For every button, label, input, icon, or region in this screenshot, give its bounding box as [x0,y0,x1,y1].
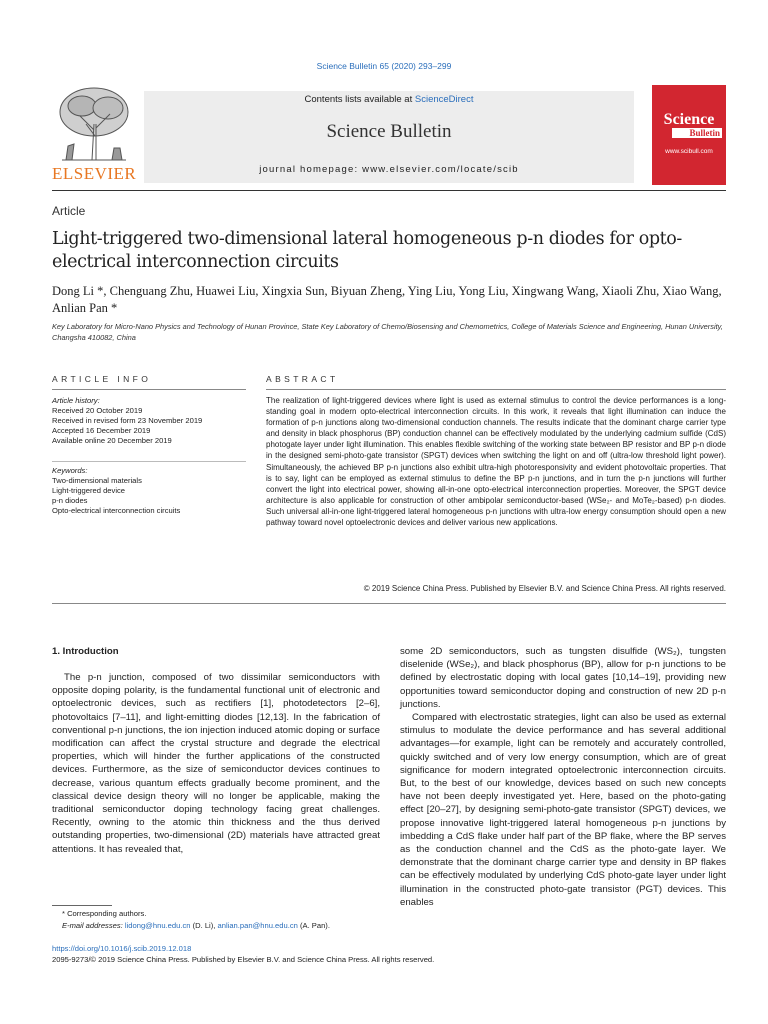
keyword-item: Opto-electrical interconnection circuits [52,506,181,515]
article-type: Article [52,204,86,218]
keywords-label: Keywords: [52,466,88,475]
body-column-left: The p-n junction, composed of two dissimilar semiconductors with opposite doping polarity, is the fundamental functional unit of electronic and optoelectronic devices, such as rectifiers [1], photodetectors [2–6], photovoltaics [7–11], and light-emitting diodes [12,13]. In the fabrication of conventional p-n junctions, the ion injection induced atomic doping or surface modification can affect the crystal structure and degrade the electrical properties, which will hinder the further applications of the constructed devices. Furthermore, as the size of semiconductor devices continues to decrease, various quantum effects gradually become prominent, and the classical device design theory will no longer be applicable, making the traditional semiconductor doping technology facing great challenges. Recently, owning to the atomic thin thickness and the thus derived outstanding properties, two-dimensional (2D) materials have attracted great attentions. It has revealed that, [52,672,380,855]
footnote [52,908,392,932]
abstract-bottom-divider [52,603,726,604]
section-heading-introduction: 1. Introduction [52,646,119,657]
article-info-divider [52,389,246,390]
author-list[interactable]: Dong Li *, Chenguang Zhu, Huawei Liu, Xingxia Sun, Biyuan Zheng, Ying Liu, Yong Liu, Xingwang Wang, Xiaoli Zhu, Xiao Wang, Anlian Pan * [52,284,722,315]
cover-title: Science [663,111,715,128]
abstract-text: The realization of light-triggered devices where light is used as external stimulus to control the device performances is a long-standing goal in modern opto-electrical interconnection circuits. In this work, it reveals that light illumination can induce the formation of p-n junctions along two-dimensional conduction channels. The results indicate that the dominant charge carrier type and density in black phosphorus (BP) conduction channel can be effectively modulated by the underlying cadmium sulfide (CdS) photogate layer under light illumination. This enables flexible switching of the working state between BP resistor and BP p-n diode in the designed semi-photo-gate transistor (SPGT) devices when switching the light on and off (ultra-low threshold light power). Simultaneously, the achieved BP p-n junctions also exhibit ultra-high photoresponsivity and evident photovoltaic properties. That is to say, light can be employed as external stimulus to define the BP p-n junctions, and in turn the p-n junctions will further convert the light into electrical power, showing all-in-one opto-electrical interconnection properties. Moreover, the SPGT device architecture is also applicable for construction of other ambipolar semiconductor-based (WSe₂- and MoTe₂-based) p-n diodes. Such universal all-in-one light-triggered lateral homogeneous p-n junctions with ultra-low energy consumption should open a new pathway toward novel optoelectronic devices and deliver various new applications. [266,396,726,528]
paragraph: Compared with electrostatic strategies, light can also be used as external stimulus to modulate the device performance and has several additional advantages—for example, light can be remotely and accurately controlled, quickly switched and of very low energy consumption, which are of great significance for modern integrated optoelectronic interconnection circuits. But, to the best of our knowledge, devices based on such new concepts have not been deeply investigated yet. Here, based on the photo-gating effect [20–27], by designing semi-photo-gate transistor (SPGT) devices, we propose innovative light-triggered lateral homogeneous p-n junctions by imbedding a CdS flake under half part of the BP flake, where the BP serves as the conduction channel and the CdS as the photo-gate layer. We demonstrate that the dominant charge carrier type and density in BP flakes can be effectively modulated by underlying CdS photo-gate layer under light illumination in the constructed photo-gate transistor (PGT) devices. This enables [400,712,726,908]
abstract-heading: ABSTRACT [266,374,339,384]
elsevier-logo[interactable] [52,84,136,188]
history-item: Available online 20 December 2019 [52,436,172,445]
affiliation: Key Laboratory for Micro-Nano Physics and Technology of Hunan Province, State Key Laboratory of Chemo/Biosensing and Chemometrics, College of Materials Science and Engineering, Hunan University, Changsha 410082, China [52,322,723,342]
contents-line [144,94,634,105]
article-info-heading: ARTICLE INFO [52,374,152,384]
email-link[interactable]: anlian.pan@hnu.edu.cn [217,921,298,930]
journal-name: Science Bulletin [326,121,452,142]
email-link[interactable]: lidong@hnu.edu.cn [124,921,191,930]
issn-line: 2095-9273/© 2019 Science China Press. Published by Elsevier B.V. and Science China Press. All rights reserved. [52,955,435,964]
email-label: E-mail addresses: [62,921,123,930]
keyword-item: p-n diodes [52,496,88,505]
article-title: Light-triggered two-dimensional lateral homogeneous p-n diodes for opto-electrical interconnection circuits [52,229,682,272]
elsevier-tree-icon [52,84,136,164]
keyword-item: Two-dimensional materials [52,476,142,485]
history-item: Received 20 October 2019 [52,406,143,415]
abstract-copyright: © 2019 Science China Press. Published by Elsevier B.V. and Science China Press. All rights reserved. [363,584,726,593]
header-divider [52,190,726,191]
doi-block [52,943,434,965]
corresponding-note: * Corresponding authors. [62,909,147,918]
paragraph: some 2D semiconductors, such as tungsten disulfide (WS₂), tungsten diselenide (WSe₂), and black phosphorus (BP), allow for p-n junctions to be defined by electrostatic doping with local gates [10,14–19], providing new opportunities toward semiconductor doping and construction of new 2D p-n junctions. [400,646,726,710]
keywords [52,466,246,516]
history-item: Received in revised form 23 November 2019 [52,416,203,425]
journal-masthead [144,91,634,183]
email-owner: (A. Pan). [299,921,330,930]
email-owner: (D. Li), [192,921,216,930]
article-history [52,396,246,446]
abstract-divider [266,389,726,390]
contents-prefix: Contents lists available at [304,94,415,105]
journal-citation[interactable]: Science Bulletin 65 (2020) 293–299 [316,61,452,71]
keyword-item: Light-triggered device [52,486,126,495]
publisher-name: ELSEVIER [52,164,137,183]
cover-subtitle: Bulletin [672,128,722,138]
body-column-right [400,645,726,909]
footnote-divider [52,905,112,906]
sciencedirect-link[interactable]: ScienceDirect [414,94,474,105]
history-label: Article history: [52,396,100,405]
journal-homepage[interactable]: journal homepage: www.elsevier.com/locate/scib [259,164,519,175]
history-item: Accepted 16 December 2019 [52,426,151,435]
cover-url: www.scibull.com [665,148,713,155]
email-line [52,920,392,932]
keywords-divider [52,461,246,462]
journal-cover[interactable] [652,85,726,185]
doi-link[interactable]: https://doi.org/10.1016/j.scib.2019.12.018 [52,944,192,953]
